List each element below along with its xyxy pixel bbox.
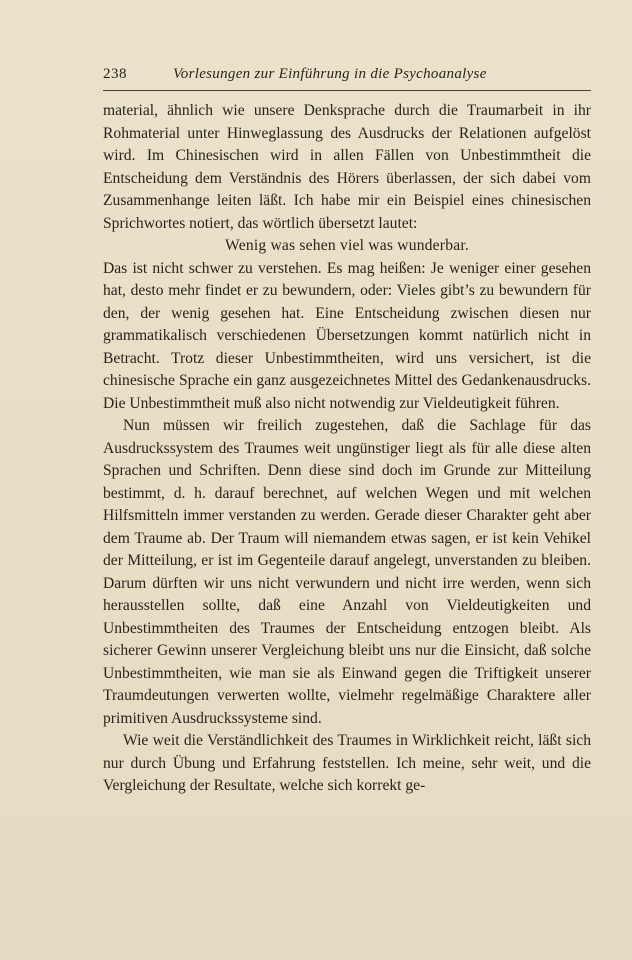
paragraph-continuation: material, ähnlich wie unsere Denksprache durch die Traumarbeit in ihr Rohmaterial unter Hinweglassung des Ausdrucks der Relationen aufgelöst wird. Im Chinesischen wird in allen Fällen von Unbestimmtheit die Entscheidung dem Verständnis des Hörers überlassen, der sich dabei vom Zusammenhange leiten läßt. Ich habe mir ein Beispiel eines chinesischen Sprichwortes notiert, das wörtlich übersetzt lautet:	[103, 102, 591, 232]
header-rule	[103, 90, 591, 91]
running-title: Vorlesungen zur Einführung in die Psychoanalyse	[173, 66, 487, 82]
proverb-quote: Wenig was sehen viel was wunderbar.	[225, 237, 469, 254]
paragraph-dream-expression: Nun müssen wir freilich zugestehen, daß die Sachlage für das Ausdruckssystem des Traumes weit ungünstiger liegt als für alle diese alten Sprachen und Schriften. Denn diese sind doch im Grunde zur Mitteilung bestimmt, d. h. darauf berechnet, auf welchen Wegen und mit welchen Hilfsmitteln immer verstanden zu werden. Gerade dieser Charakter geht aber dem Traume ab. Der Traum will niemandem etwas sagen, er ist kein Vehikel der Mitteilung, er ist im Gegenteile darauf angelegt, unverstanden zu bleiben. Darum dürften wir uns nicht verwundern und nicht irre werden, wenn sich herausstellen sollte, daß eine Anzahl von Vieldeutigkeiten und Unbestimmtheiten des Traumes der Entscheidung entzogen bleibt. Als sicherer Gewinn unserer Vergleichung bleibt uns nur die Einsicht, daß solche Unbestimmtheiten, wie man sie als Einwand gegen die Triftigkeit unserer Traumdeutungen verwerten wollte, vielmehr regelmäßige Charaktere aller primitiven Ausdruckssysteme sind.	[103, 417, 591, 727]
paragraph-interpretation: Das ist nicht schwer zu verstehen. Es mag heißen: Je weniger einer gesehen hat, desto mehr findet er zu bewundern, oder: Vieles gibt’s zu bewundern für den, der wenig gesehen hat. Eine Entscheidung zwischen diesen nur grammatikalisch verschiedenen Übersetzungen kommt natürlich nicht in Betracht. Trotz dieser Unbestimmtheiten, wird uns versichert, ist die chinesische Sprache ein ganz ausgezeichnetes Mittel des Gedankenausdrucks. Die Unbestimmtheit muß also nicht notwendig zur Vieldeutigkeit führen.	[103, 259, 591, 412]
page-number: 238	[103, 66, 127, 82]
paragraph-comprehensibility: Wie weit die Verständlichkeit des Traumes in Wirklichkeit reicht, läßt sich nur durch Übung und Erfahrung feststellen. Ich meine, sehr weit, und die Vergleichung der Resultate, welche sich korrekt ge-	[103, 732, 591, 794]
page-header	[103, 66, 593, 88]
body-text	[103, 100, 591, 798]
